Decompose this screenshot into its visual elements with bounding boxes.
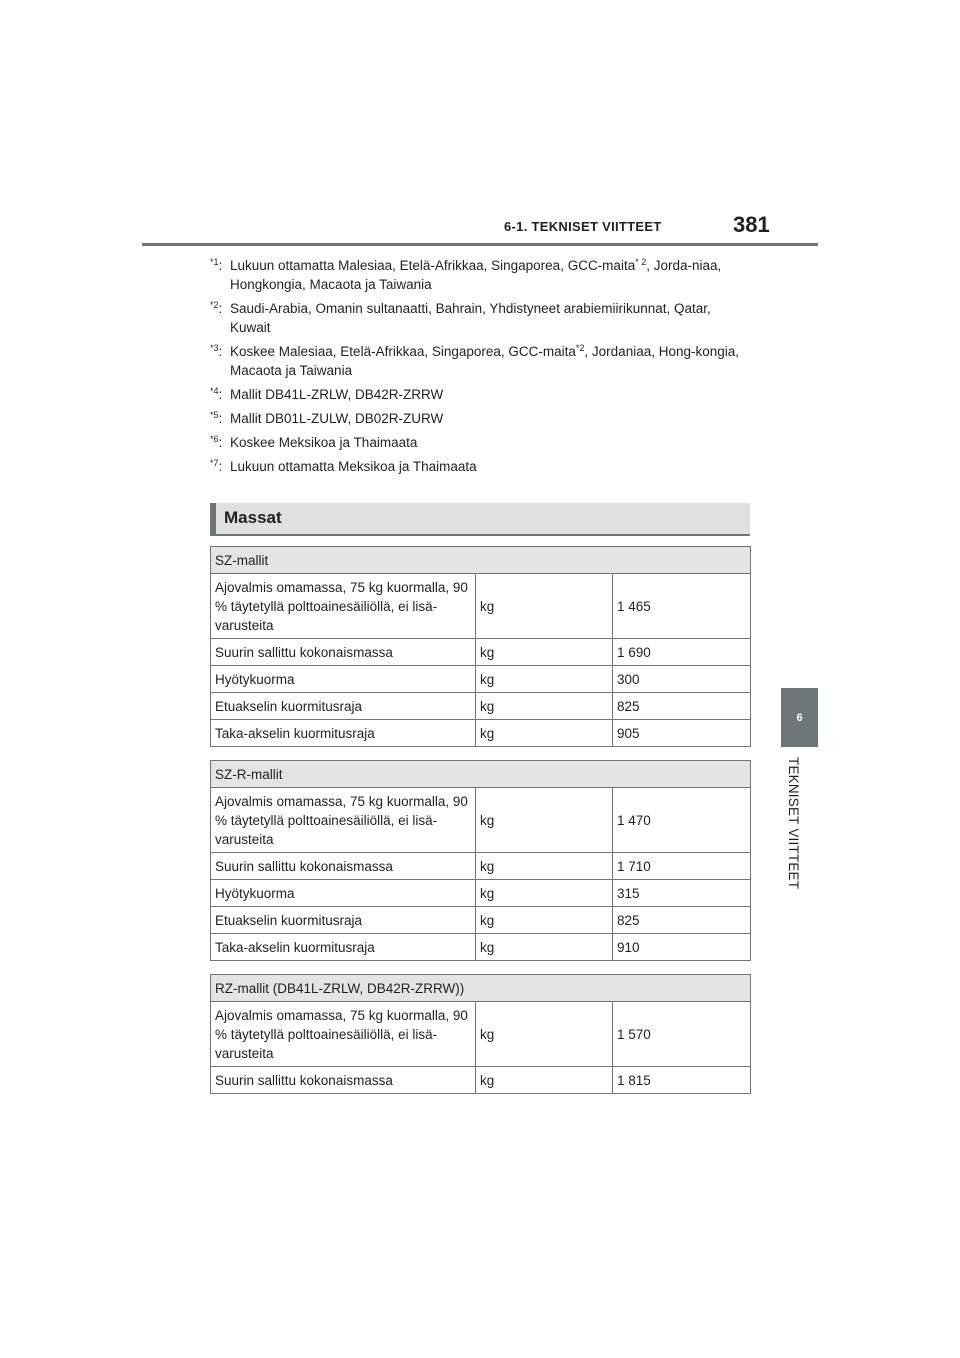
footnote-6: $^{*6}$: Koskee Meksikoa ja Thaimaata bbox=[210, 433, 755, 452]
mass-table-rz bbox=[210, 974, 751, 1094]
footnote-7: $^{*7}$: Lukuun ottamatta Meksikoa ja Thaimaata bbox=[210, 457, 755, 476]
row-label: Etuakselin kuormitusraja bbox=[211, 693, 476, 720]
footnote-text: Saudi-Arabia, Omanin sultanaatti, Bahrain, Yhdistyneet arabiemiirikunnat, Qatar, Kuwait bbox=[230, 301, 711, 335]
footnote-4: $^{*4}$: Mallit DB41L-ZRLW, DB42R-ZRRW bbox=[210, 385, 755, 404]
section-heading bbox=[210, 503, 750, 536]
row-label: Etuakselin kuormitusraja bbox=[211, 907, 476, 934]
footnote-text: Mallit DB01L-ZULW, DB02R-ZURW bbox=[230, 411, 444, 426]
footnote-text: Mallit DB41L-ZRLW, DB42R-ZRRW bbox=[230, 387, 444, 402]
row-label: Suurin sallittu kokonaismassa bbox=[211, 1067, 476, 1094]
footnote-mark: *4 bbox=[210, 386, 219, 396]
row-unit: kg bbox=[476, 639, 613, 666]
header-divider bbox=[142, 243, 818, 246]
footnote-list bbox=[210, 256, 755, 481]
row-label: Hyötykuorma bbox=[211, 666, 476, 693]
footnote-ref: * 2 bbox=[635, 257, 647, 267]
table-row bbox=[211, 639, 751, 666]
row-label: Ajovalmis omamassa, 75 kg kuormalla, 90 % täytetyllä polttoainesäiliöllä, ei lisä-varusteita bbox=[211, 788, 476, 853]
table-row bbox=[211, 574, 751, 639]
row-unit: kg bbox=[476, 720, 613, 747]
row-value: 1 470 bbox=[613, 788, 751, 853]
footnote-text: Koskee Malesiaa, Etelä-Afrikkaa, Singaporea, GCC-maita bbox=[230, 344, 576, 359]
table-header-row bbox=[211, 761, 751, 788]
table-header-row bbox=[211, 547, 751, 574]
footnote-text: Koskee Meksikoa ja Thaimaata bbox=[230, 435, 418, 450]
row-unit: kg bbox=[476, 693, 613, 720]
table-row bbox=[211, 666, 751, 693]
row-unit: kg bbox=[476, 1002, 613, 1067]
footnote-mark: *3 bbox=[210, 343, 219, 353]
footnote-mark: *6 bbox=[210, 434, 219, 444]
row-unit: kg bbox=[476, 853, 613, 880]
row-value: 1 690 bbox=[613, 639, 751, 666]
table-row bbox=[211, 1002, 751, 1067]
row-unit: kg bbox=[476, 574, 613, 639]
footnote-text: , Jordaniaa, Hong-kongia, Macaota ja Taiwania bbox=[230, 344, 740, 378]
row-value: 1 710 bbox=[613, 853, 751, 880]
section-heading-bar bbox=[210, 503, 216, 534]
row-unit: kg bbox=[476, 934, 613, 961]
row-value: 1 815 bbox=[613, 1067, 751, 1094]
table-row bbox=[211, 853, 751, 880]
footnote-text: , Jorda-niaa, Hongkongia, Macaota ja Taiwania bbox=[230, 258, 722, 292]
row-label: Ajovalmis omamassa, 75 kg kuormalla, 90 % täytetyllä polttoainesäiliöllä, ei lisä-varusteita bbox=[211, 574, 476, 639]
footnote-mark: *2 bbox=[210, 300, 219, 310]
table-row bbox=[211, 693, 751, 720]
row-label: Suurin sallittu kokonaismassa bbox=[211, 853, 476, 880]
row-unit: kg bbox=[476, 1067, 613, 1094]
section-title: Massat bbox=[224, 508, 282, 527]
footnote-mark: *1 bbox=[210, 257, 219, 267]
footnote-3: $^{*3}$: Koskee Malesiaa, Etelä-Afrikkaa, Singaporea, GCC-maita$^{*2}$, Jordaniaa, Hong-kongia, Macaota ja Taiwania bbox=[210, 343, 740, 378]
footnote-1: $^{*1}$: Lukuun ottamatta Malesiaa, Etelä-Afrikkaa, Singaporea, GCC-maita$^{* 2}$, Jorda-niaa, Hongkongia, Macaota ja Taiwania bbox=[210, 257, 722, 292]
table-row bbox=[211, 880, 751, 907]
row-label: Hyötykuorma bbox=[211, 880, 476, 907]
row-value: 300 bbox=[613, 666, 751, 693]
table-row bbox=[211, 934, 751, 961]
row-value: 315 bbox=[613, 880, 751, 907]
footnote-mark: *7 bbox=[210, 458, 219, 468]
row-label: Taka-akselin kuormitusraja bbox=[211, 934, 476, 961]
table-row bbox=[211, 720, 751, 747]
section-header: 6-1. TEKNISET VIITTEET bbox=[504, 219, 662, 234]
row-unit: kg bbox=[476, 788, 613, 853]
table-title: RZ-mallit (DB41L-ZRLW, DB42R-ZRRW)) bbox=[211, 975, 751, 1002]
row-value: 910 bbox=[613, 934, 751, 961]
mass-table-sz bbox=[210, 546, 751, 747]
table-title: SZ-mallit bbox=[211, 547, 751, 574]
mass-table-sz-r bbox=[210, 760, 751, 961]
table-title: SZ-R-mallit bbox=[211, 761, 751, 788]
row-unit: kg bbox=[476, 666, 613, 693]
footnote-text: Lukuun ottamatta Meksikoa ja Thaimaata bbox=[230, 459, 477, 474]
row-value: 905 bbox=[613, 720, 751, 747]
footnote-text: Lukuun ottamatta Malesiaa, Etelä-Afrikkaa, Singaporea, GCC-maita bbox=[230, 258, 636, 273]
row-value: 1 570 bbox=[613, 1002, 751, 1067]
row-value: 1 465 bbox=[613, 574, 751, 639]
footnote-5: $^{*5}$: Mallit DB01L-ZULW, DB02R-ZURW bbox=[210, 409, 755, 428]
row-value: 825 bbox=[613, 693, 751, 720]
footnote-ref: *2 bbox=[575, 343, 585, 353]
chapter-tab[interactable]: 6 bbox=[781, 688, 818, 747]
row-label: Taka-akselin kuormitusraja bbox=[211, 720, 476, 747]
chapter-tab-label: TEKNISET VIITTEET bbox=[786, 757, 801, 890]
table-row bbox=[211, 907, 751, 934]
row-unit: kg bbox=[476, 907, 613, 934]
table-row bbox=[211, 1067, 751, 1094]
row-unit: kg bbox=[476, 880, 613, 907]
row-label: Suurin sallittu kokonaismassa bbox=[211, 639, 476, 666]
table-row bbox=[211, 788, 751, 853]
row-label: Ajovalmis omamassa, 75 kg kuormalla, 90 % täytetyllä polttoainesäiliöllä, ei lisä-varusteita bbox=[211, 1002, 476, 1067]
page-number: 381 bbox=[733, 212, 770, 237]
table-header-row bbox=[211, 975, 751, 1002]
footnote-mark: *5 bbox=[210, 410, 219, 420]
footnote-2: $^{*2}$: Saudi-Arabia, Omanin sultanaatti, Bahrain, Yhdistyneet arabiemiirikunnat, Qatar, Kuwait bbox=[210, 299, 755, 337]
row-value: 825 bbox=[613, 907, 751, 934]
